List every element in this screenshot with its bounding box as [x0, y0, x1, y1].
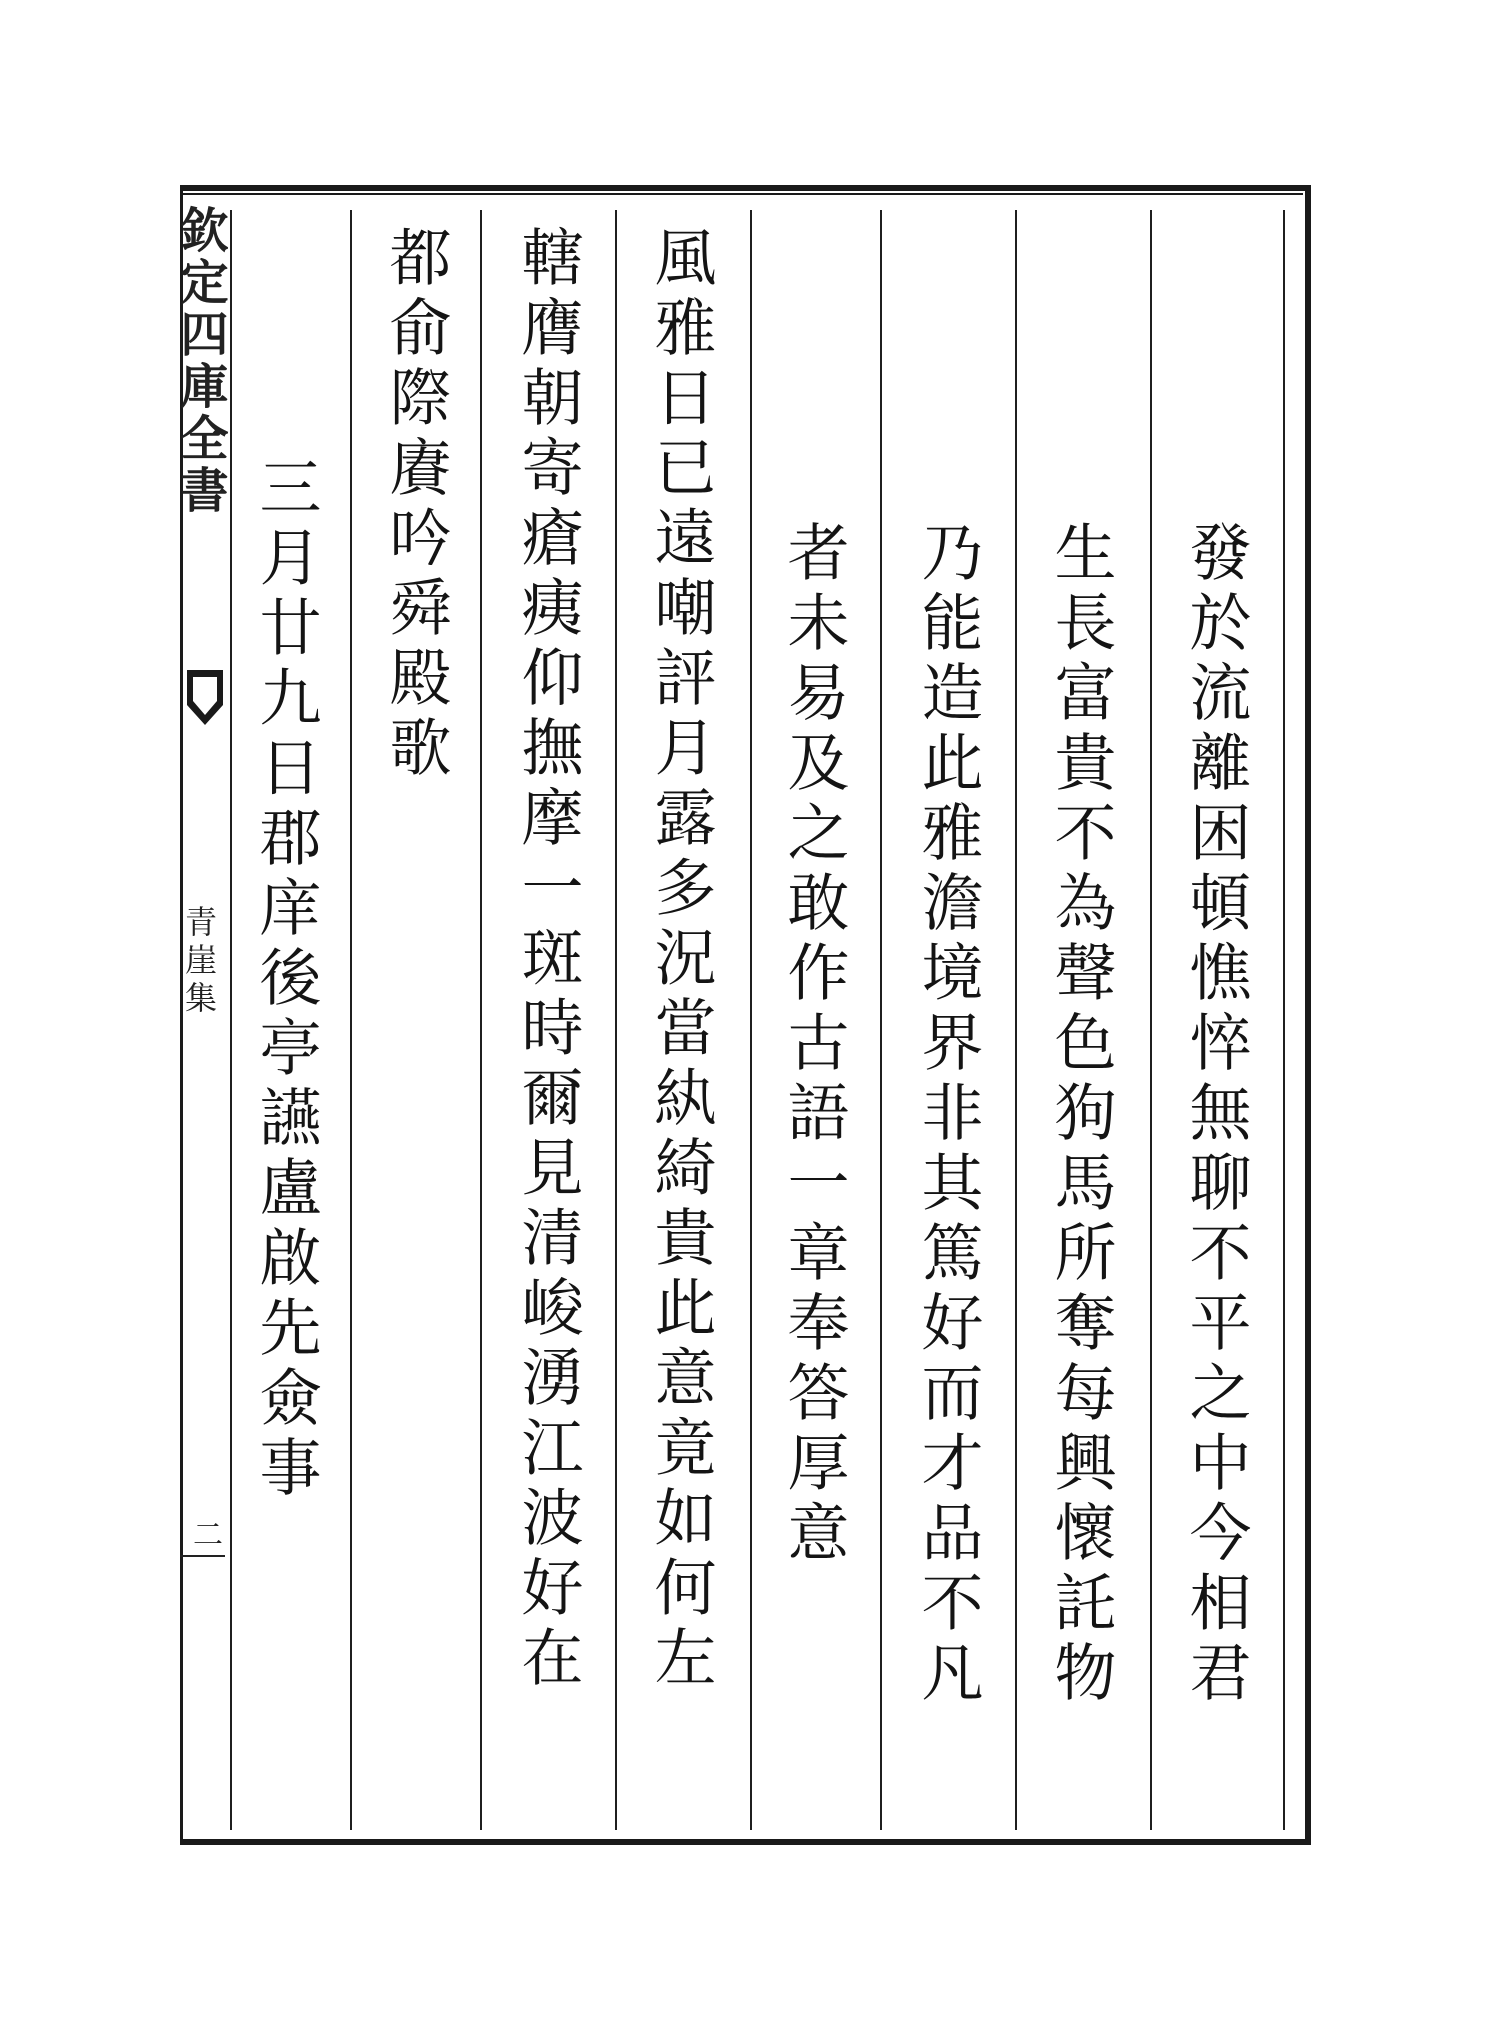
- column-rule: [750, 210, 752, 1830]
- column-rule: [480, 210, 482, 1830]
- margin-rule: [180, 1555, 225, 1557]
- page-frame-inner: [180, 193, 1303, 1842]
- text-column-5: 風雅日已遠嘲評月露多況當紈綺貴此意竟如何左: [644, 225, 717, 1695]
- column-rule: [880, 210, 882, 1830]
- column-rule: [1283, 210, 1285, 1830]
- page-number: 二: [193, 1518, 223, 1553]
- column-rule: [350, 210, 352, 1830]
- text-column-2: 生長富貴不為聲色狗馬所奪每興懷託物: [1044, 520, 1117, 1710]
- column-rule: [1015, 210, 1017, 1830]
- column-rule: [615, 210, 617, 1830]
- text-column-4: 者未易及之敢作古語一章奉答厚意: [777, 520, 850, 1570]
- text-column-6: 轄膺朝寄瘡痍仰撫摩一斑時爾見清峻湧江波好在: [511, 225, 584, 1695]
- text-column-8: 三月廿九日郡庠後亭讌盧啟先僉事: [249, 455, 322, 1505]
- book-title: 青崖集: [180, 905, 218, 1019]
- text-column-1: 發於流離困頓憔悴無聊不平之中今相君: [1179, 520, 1252, 1710]
- column-rule: [230, 210, 232, 1830]
- column-rule: [1150, 210, 1152, 1830]
- collection-title: 欽定四庫全書: [172, 205, 228, 517]
- text-column-7: 都俞際賡吟舜殿歌: [379, 225, 452, 785]
- text-column-3: 乃能造此雅澹境界非其篤好而才品不凡: [911, 520, 984, 1710]
- fishtail-mark-icon: [185, 665, 225, 735]
